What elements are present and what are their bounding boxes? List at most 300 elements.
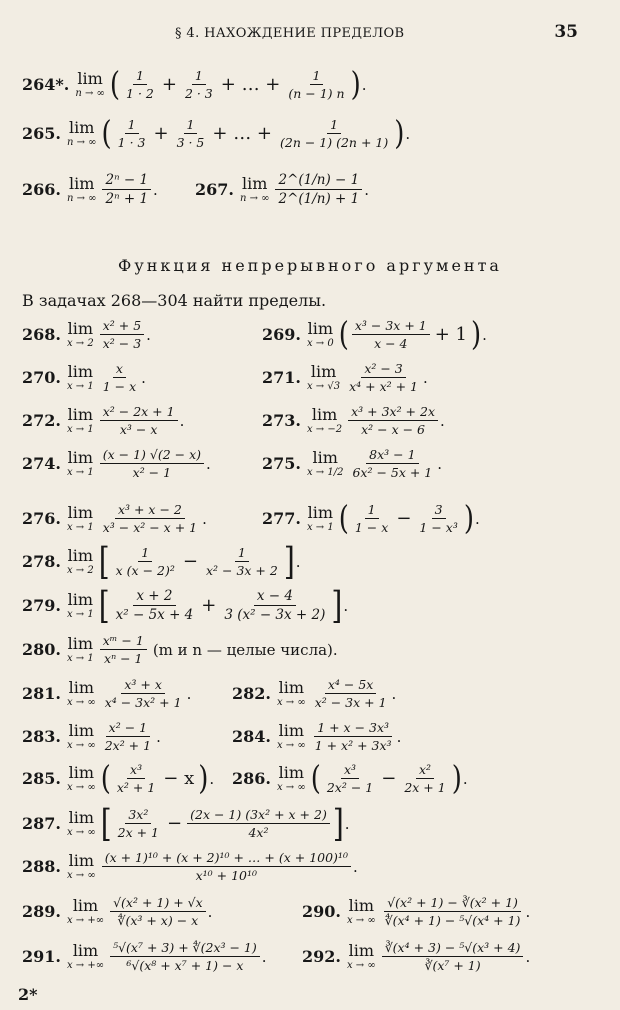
limit-operator	[66, 850, 96, 881]
fraction	[102, 720, 154, 753]
plus-sign: +	[201, 595, 217, 617]
right-paren: )	[350, 65, 361, 104]
problem-number: 284.	[232, 727, 271, 746]
fraction	[113, 545, 178, 578]
problem-292	[302, 940, 530, 973]
right-paren: )	[463, 499, 474, 538]
numerator: 1	[310, 68, 324, 85]
numerator: x	[113, 361, 126, 378]
limit-operator	[66, 545, 94, 576]
lim-subscript: n → ∞	[75, 87, 105, 99]
end-mark: .	[153, 180, 158, 199]
problem-264	[22, 65, 367, 104]
left-paren: (	[100, 759, 111, 798]
fraction	[113, 588, 197, 623]
left-bracket: [	[98, 538, 110, 584]
page-number: 35	[554, 22, 578, 42]
problem-278	[22, 538, 301, 584]
problem-number: 285.	[22, 769, 61, 788]
left-bracket: [	[98, 582, 110, 628]
lim-word: lim	[348, 895, 375, 915]
denominator: x² + 1	[116, 780, 156, 795]
limit-operator	[306, 361, 341, 392]
plus-sign: +	[161, 74, 177, 95]
numerator: x + 2	[133, 588, 175, 606]
fraction	[346, 361, 421, 394]
lim-word: lim	[311, 404, 338, 424]
lim-word: lim	[67, 447, 94, 467]
numerator: 1 + x − 3x³	[314, 720, 392, 737]
problem-266	[22, 172, 158, 207]
end-mark: .	[207, 902, 213, 921]
fraction	[285, 68, 347, 101]
problem-number: 273.	[262, 411, 301, 430]
end-mark: .	[295, 552, 301, 571]
lim-subscript: x → ∞	[346, 914, 376, 926]
numerator: x³ + x − 2	[115, 502, 185, 519]
lim-subscript: x → ∞	[346, 959, 376, 971]
minus-sign: −	[381, 768, 397, 789]
limit-operator	[66, 318, 94, 349]
denominator: x − 4	[374, 336, 408, 351]
end-mark: .	[364, 180, 370, 199]
lim-subscript: x → ∞	[276, 696, 306, 708]
problem-281	[22, 677, 191, 710]
denominator: (2n − 1) (2n + 1)	[280, 135, 389, 150]
numerator: (2x − 1) (3x² + x + 2)	[187, 807, 330, 824]
ellipsis-term: + … +	[220, 74, 281, 95]
numerator: √(x² + 1) − ∛(x² + 1)	[384, 895, 521, 912]
lim-subscript: x → 1	[306, 521, 334, 533]
problem-273	[262, 404, 445, 437]
numerator: (x + 1)¹⁰ + (x + 2)¹⁰ + … + (x + 100)¹⁰	[102, 850, 351, 867]
lim-subscript: x → ∞	[276, 781, 306, 793]
end-mark: .	[261, 947, 267, 966]
denominator: 2^(1/n) + 1	[278, 191, 360, 208]
limit-operator	[306, 502, 334, 533]
numerator: 1	[133, 68, 147, 85]
denominator: 1 · 3	[117, 135, 146, 150]
numerator: x³	[341, 762, 359, 779]
left-bracket: [	[100, 800, 112, 846]
limit-operator	[66, 895, 105, 926]
lim-subscript: x → 1	[66, 652, 94, 664]
numerator: x⁴ − 5x	[325, 677, 376, 694]
fraction	[114, 762, 158, 795]
end-mark: .	[209, 769, 215, 788]
lim-word: lim	[68, 720, 95, 740]
section-header: § 4. НАХОЖДЕНИЕ ПРЕДЕЛОВ	[175, 26, 405, 41]
limit-operator	[346, 895, 376, 926]
page-header	[0, 22, 620, 46]
problem-note: (m и n — целые числа).	[152, 640, 338, 659]
problem-270	[22, 361, 146, 394]
left-paren: (	[338, 315, 349, 354]
fraction	[349, 447, 435, 480]
section-title: Функция непрерывного аргумента	[118, 256, 502, 275]
denominator: 1 − x	[354, 520, 389, 535]
problem-number: 289.	[22, 902, 61, 921]
end-mark: .	[202, 509, 207, 528]
denominator: ∛(x⁷ + 1)	[424, 958, 481, 973]
lim-subscript: x → ∞	[276, 739, 306, 751]
denominator: ⁶√(x⁸ + x⁷ + 1) − x	[126, 958, 244, 973]
denominator: x¹⁰ + 10¹⁰	[195, 868, 258, 883]
lim-subscript: x → 1	[66, 608, 94, 620]
problem-number: 286.	[232, 769, 271, 788]
lim-subscript: n → ∞	[66, 192, 97, 204]
right-paren: )	[471, 315, 482, 354]
problem-274	[22, 447, 211, 480]
left-paren: (	[101, 114, 112, 153]
lim-word: lim	[68, 677, 95, 697]
numerator: x − 4	[254, 588, 296, 606]
problem-283	[22, 720, 161, 753]
lim-subscript: x → ∞	[66, 781, 96, 793]
limit-operator	[66, 589, 94, 620]
limit-operator	[66, 447, 94, 478]
lim-subscript: x → 0	[306, 337, 334, 349]
end-mark: .	[343, 596, 349, 615]
end-mark: .	[525, 947, 531, 966]
problem-271	[262, 361, 428, 394]
limit-operator	[306, 447, 344, 478]
lim-word: lim	[278, 677, 305, 697]
problem-288	[22, 850, 358, 883]
ellipsis-term: + … +	[212, 123, 272, 144]
numerator: 2ⁿ − 1	[102, 172, 151, 190]
lim-subscript: x → 2	[66, 564, 94, 576]
lim-word: lim	[67, 404, 94, 424]
lim-subscript: x → 1	[66, 423, 94, 435]
denominator: 2x² − 1	[326, 780, 374, 795]
numerator: 1	[365, 502, 379, 519]
right-paren: )	[451, 759, 462, 798]
end-mark: .	[361, 75, 367, 94]
denominator: 2x + 1	[117, 825, 160, 840]
fraction	[221, 588, 328, 623]
numerator: x² − 1	[106, 720, 150, 737]
problem-number: 291.	[22, 947, 61, 966]
problem-number: 288.	[22, 857, 61, 876]
problem-number: 282.	[232, 684, 271, 703]
numerator: x³ + 3x² + 2x	[348, 404, 438, 421]
denominator: x (x − 2)²	[115, 563, 175, 578]
fraction	[382, 940, 524, 973]
problem-number: 280.	[22, 640, 61, 659]
lim-subscript: x → ∞	[66, 869, 96, 881]
lim-word: lim	[68, 807, 95, 827]
problem-267	[195, 172, 369, 207]
numerator: 1	[138, 545, 152, 562]
problem-number: 268.	[22, 325, 61, 344]
limit-operator	[66, 762, 96, 793]
limit-operator	[306, 318, 334, 349]
end-mark: .	[179, 411, 185, 430]
denominator: 1 + x² + 3x³	[314, 738, 392, 753]
denominator: 2ⁿ + 1	[105, 191, 149, 208]
fraction	[100, 447, 204, 480]
problem-290	[302, 895, 530, 928]
fraction	[123, 68, 157, 101]
problem-number: 279.	[22, 596, 61, 616]
numerator: 8x³ − 1	[366, 447, 418, 464]
signature-mark: 2*	[18, 985, 38, 1004]
end-mark: .	[482, 325, 487, 344]
problem-number: 277.	[262, 509, 301, 528]
lim-subscript: x → 1/2	[306, 466, 344, 478]
problem-number: 264*.	[22, 75, 70, 94]
problem-number: 275.	[262, 454, 301, 473]
limit-operator	[66, 502, 94, 533]
denominator: 6x² − 5x + 1	[352, 465, 433, 480]
lim-word: lim	[69, 173, 95, 193]
left-paren: (	[338, 499, 349, 538]
problem-number: 265.	[22, 124, 61, 143]
end-mark: .	[405, 124, 411, 143]
fraction	[182, 68, 216, 101]
numerator: 1	[184, 117, 198, 134]
fraction	[102, 850, 351, 883]
denominator: 1 − x³	[419, 520, 458, 535]
end-mark: .	[146, 325, 151, 344]
lim-subscript: x → 2	[66, 337, 94, 349]
lim-word: lim	[242, 173, 268, 193]
lim-word: lim	[310, 361, 337, 381]
problem-291	[22, 940, 267, 973]
limit-operator	[66, 940, 105, 971]
minus-term: − x	[163, 768, 195, 789]
limit-operator	[276, 720, 306, 751]
denominator: 1 · 2	[126, 86, 154, 101]
fraction	[348, 404, 438, 437]
fraction	[110, 895, 206, 928]
lim-subscript: x → ∞	[66, 826, 96, 838]
end-mark: .	[475, 509, 480, 528]
limit-operator	[66, 677, 96, 708]
lim-subscript: x → 1	[66, 466, 94, 478]
end-mark: .	[396, 727, 402, 746]
problem-286	[232, 759, 468, 798]
problem-number: 278.	[22, 552, 61, 571]
limit-operator	[276, 677, 306, 708]
denominator: (n − 1) n	[288, 86, 345, 101]
problem-number: 276.	[22, 509, 61, 528]
lim-subscript: x → ∞	[66, 696, 96, 708]
limit-operator	[66, 633, 94, 664]
lim-subscript: x → 1	[66, 521, 94, 533]
fraction	[100, 502, 200, 535]
problem-number: 281.	[22, 684, 61, 703]
denominator: ∜(x³ + x) − x	[117, 913, 199, 928]
left-paren: (	[109, 65, 121, 104]
fraction	[324, 762, 376, 795]
problem-277	[262, 499, 480, 538]
numerator: 1	[125, 117, 139, 134]
problem-number: 292.	[302, 947, 341, 966]
numerator: 3x²	[125, 807, 151, 824]
fraction	[100, 318, 144, 351]
fraction	[115, 807, 162, 840]
problem-number: 270.	[22, 368, 61, 387]
numerator: 1	[192, 68, 206, 85]
numerator: ∛(x⁴ + 3) − ⁵√(x³ + 4)	[382, 940, 524, 957]
denominator: ∜(x⁴ + 1) − ⁵√(x⁴ + 1)	[384, 913, 521, 928]
problem-275	[262, 447, 442, 480]
numerator: xᵐ − 1	[100, 633, 147, 650]
fraction	[110, 940, 260, 973]
lim-word: lim	[68, 762, 95, 782]
limit-operator	[66, 720, 96, 751]
end-mark: .	[344, 814, 350, 833]
lim-word: lim	[307, 502, 334, 522]
fraction	[277, 117, 391, 150]
lim-subscript: x → ∞	[66, 739, 96, 751]
limit-operator	[346, 940, 376, 971]
limit-operator	[75, 68, 105, 99]
fraction	[382, 895, 524, 928]
denominator: x² − x − 6	[361, 422, 425, 437]
limit-operator	[66, 117, 97, 148]
problem-268	[22, 318, 151, 351]
numerator: 1	[327, 117, 341, 134]
fraction	[312, 720, 395, 753]
lim-subscript: x → +∞	[66, 914, 105, 926]
denominator: x² − 3	[102, 336, 142, 351]
lim-word: lim	[67, 633, 94, 653]
end-mark: .	[206, 454, 211, 473]
problem-number: 274.	[22, 454, 61, 473]
lim-word: lim	[67, 545, 94, 565]
numerator: 1	[235, 545, 249, 562]
fraction	[203, 545, 281, 578]
denominator: x³ − x	[119, 422, 158, 437]
lim-word: lim	[278, 720, 305, 740]
numerator: √(x² + 1) + √x	[110, 895, 206, 912]
numerator: ⁵√(x⁷ + 3) + ∜(2x³ − 1)	[110, 940, 260, 957]
denominator: 2 · 3	[184, 86, 213, 101]
end-mark: .	[156, 727, 161, 746]
problem-287	[22, 800, 350, 846]
end-mark: .	[437, 454, 443, 473]
fraction	[352, 502, 391, 535]
numerator: x² − 3	[361, 361, 405, 378]
right-paren: )	[394, 114, 405, 153]
lim-subscript: x → √3	[306, 380, 341, 392]
numerator: (x − 1) √(2 − x)	[100, 447, 204, 464]
minus-sign: −	[396, 508, 412, 529]
end-mark: .	[186, 684, 192, 703]
problem-number: 269.	[262, 325, 301, 344]
right-bracket: ]	[283, 538, 295, 584]
numerator: x³ + x	[121, 677, 165, 694]
fraction	[401, 762, 448, 795]
lim-word: lim	[278, 762, 305, 782]
problem-number: 272.	[22, 411, 61, 430]
problem-284	[232, 720, 401, 753]
problem-285	[22, 759, 215, 798]
intro-text: В задачах 268—304 найти пределы.	[22, 291, 327, 310]
numerator: x³	[127, 762, 145, 779]
end-mark: .	[423, 368, 428, 387]
lim-word: lim	[69, 117, 95, 137]
left-paren: (	[310, 759, 321, 798]
problem-272	[22, 404, 184, 437]
limit-operator	[66, 173, 97, 204]
end-mark: .	[141, 368, 146, 387]
fraction	[174, 117, 208, 150]
limit-operator	[66, 807, 96, 838]
denominator: x⁴ − 3x² + 1	[104, 695, 182, 710]
fraction	[102, 677, 185, 710]
denominator: x² − 5x + 4	[115, 607, 194, 624]
end-mark: .	[440, 411, 445, 430]
problem-number: 266.	[22, 180, 61, 200]
limit-operator	[239, 173, 270, 204]
fraction	[102, 172, 151, 207]
numerator: x² + 5	[100, 318, 144, 335]
lim-word: lim	[67, 361, 94, 381]
fraction	[275, 172, 362, 207]
lim-subscript: n → ∞	[239, 192, 270, 204]
lim-word: lim	[348, 940, 375, 960]
lim-word: lim	[312, 447, 338, 467]
limit-operator	[66, 404, 94, 435]
plus-term: + 1	[434, 324, 467, 345]
problem-265	[22, 114, 411, 153]
denominator: 4x²	[248, 825, 269, 840]
denominator: 3 (x² − 3x + 2)	[224, 607, 326, 624]
lim-subscript: x → +∞	[66, 959, 105, 971]
numerator: x²	[416, 762, 434, 779]
denominator: 2x² + 1	[104, 738, 152, 753]
end-mark: .	[352, 857, 358, 876]
lim-word: lim	[77, 68, 103, 88]
right-paren: )	[198, 759, 209, 798]
lim-word: lim	[68, 850, 95, 870]
minus-sign: −	[182, 551, 198, 572]
denominator: x² − 3x + 2	[205, 563, 278, 578]
denominator: x³ − x² − x + 1	[102, 520, 198, 535]
denominator: 1 − x	[102, 379, 137, 394]
right-bracket: ]	[332, 800, 344, 846]
fraction	[187, 807, 330, 840]
minus-sign: −	[167, 813, 183, 834]
denominator: x² − 3x + 1	[314, 695, 387, 710]
denominator: x⁴ + x² + 1	[349, 379, 419, 394]
numerator: 3	[432, 502, 446, 519]
problem-number: 283.	[22, 727, 61, 746]
denominator: 2x + 1	[404, 780, 446, 795]
end-mark: .	[525, 902, 531, 921]
lim-word: lim	[67, 502, 94, 522]
lim-subscript: n → ∞	[66, 136, 97, 148]
fraction	[312, 677, 390, 710]
right-bracket: ]	[331, 582, 343, 628]
end-mark: .	[462, 769, 468, 788]
limit-operator	[66, 361, 94, 392]
numerator: 2^(1/n) − 1	[275, 172, 362, 190]
problem-289	[22, 895, 212, 928]
limit-operator	[306, 404, 343, 435]
lim-word: lim	[307, 318, 334, 338]
lim-word: lim	[72, 940, 99, 960]
fraction	[115, 117, 149, 150]
problem-number: 271.	[262, 368, 301, 387]
problem-276	[22, 502, 207, 535]
problem-269	[262, 315, 487, 354]
problem-number: 267.	[195, 180, 234, 200]
